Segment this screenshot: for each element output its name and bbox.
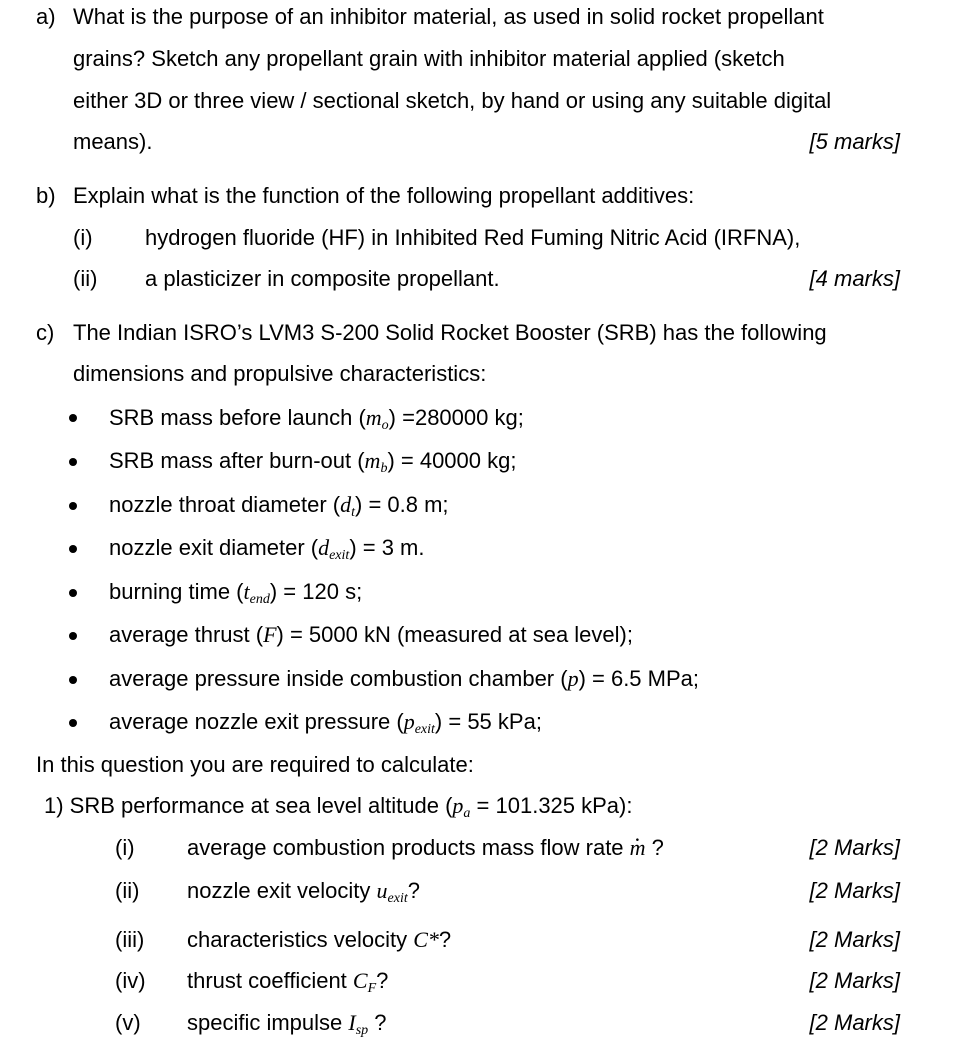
bullet-dot <box>69 719 77 727</box>
math-subscript: exit <box>414 722 435 737</box>
question-b-item-text: hydrogen fluoride (HF) in Inhibited Red Fuming Nitric Acid (IRFNA), <box>145 225 801 250</box>
subitem-text <box>187 1010 387 1044</box>
bullet-dot <box>69 414 77 422</box>
math-subscript: F <box>367 981 377 996</box>
subitem-text <box>187 878 420 912</box>
bullet-dot <box>69 458 77 466</box>
question-b-item-text: a plasticizer in composite propellant. <box>145 266 500 291</box>
math-subscript: o <box>381 418 389 433</box>
bullet-text: nozzle throat diameter ( <box>109 492 341 517</box>
question-b-item-number: (i) <box>73 225 93 250</box>
bullet-text: ) = 120 s; <box>269 579 363 604</box>
math-symbol: F <box>263 622 277 647</box>
bullet-text: average pressure inside combustion chamber ( <box>109 666 568 691</box>
math-symbol: C <box>352 968 368 993</box>
bullet-item <box>109 535 425 569</box>
subitem-text-post: ? <box>438 927 452 952</box>
bullet-item <box>109 492 449 526</box>
bullet-item <box>109 579 362 613</box>
bullet-text: ) = 40000 kg; <box>387 448 517 473</box>
math-subscript: b <box>380 461 388 476</box>
math-subscript: end <box>249 592 270 607</box>
question-a-line-3: either 3D or three view / sectional sketch, by hand or using any suitable digital <box>73 88 832 113</box>
bullet-item <box>109 709 542 743</box>
math-symbol: p <box>452 793 464 818</box>
part-1-text: = 101.325 kPa): <box>470 793 633 818</box>
bullet-text: average nozzle exit pressure ( <box>109 709 404 734</box>
part-1-heading <box>44 793 632 827</box>
question-b-item-number: (ii) <box>73 266 98 291</box>
question-b-label: b) <box>36 183 56 208</box>
subitem-text <box>187 927 451 961</box>
math-symbol: u <box>376 878 388 903</box>
subitem-text <box>187 835 664 869</box>
question-c-label: c) <box>36 320 55 345</box>
question-b-intro: Explain what is the function of the following propellant additives: <box>73 183 695 208</box>
subitem-text-pre: average combustion products mass flow rate <box>187 835 630 860</box>
math-symbol: t <box>243 579 250 604</box>
bullet-dot <box>69 502 77 510</box>
math-subscript: a <box>463 806 471 821</box>
subitem-text-pre: nozzle exit velocity <box>187 878 377 903</box>
bullet-text: ) = 5000 kN (measured at sea level); <box>276 622 633 647</box>
bullet-text: SRB mass after burn-out ( <box>109 448 365 473</box>
subitem-marks: [2 Marks] <box>809 968 900 993</box>
math-symbol: m <box>364 448 381 473</box>
subitem-text-post: ? <box>645 835 664 860</box>
subitem-text-post: ? <box>376 968 389 993</box>
bullet-text: burning time ( <box>109 579 244 604</box>
question-a-label: a) <box>36 4 56 29</box>
subitem-text <box>187 968 388 1002</box>
subitem-marks: [2 Marks] <box>809 878 900 903</box>
question-b-marks: [4 marks] <box>809 266 900 291</box>
bullet-dot <box>69 676 77 684</box>
math-symbol: d <box>318 535 330 560</box>
question-c-line-2: dimensions and propulsive characteristics: <box>73 361 487 386</box>
bullet-dot <box>69 545 77 553</box>
question-a-line-1: What is the purpose of an inhibitor material, as used in solid rocket propellant <box>73 4 824 29</box>
subitem-number: (i) <box>115 835 135 860</box>
subitem-number: (iv) <box>115 968 146 993</box>
bullet-text: ) = 6.5 MPa; <box>578 666 700 691</box>
math-subscript: sp <box>355 1023 369 1038</box>
bullet-text: average thrust ( <box>109 622 264 647</box>
bullet-text: SRB mass before launch ( <box>109 405 366 430</box>
math-symbol: C* <box>413 927 439 952</box>
bullet-text: ) = 0.8 m; <box>355 492 449 517</box>
subitem-text-post: ? <box>368 1010 387 1035</box>
bullet-item <box>109 622 633 656</box>
math-symbol: d <box>340 492 352 517</box>
bullet-text: ) = 55 kPa; <box>434 709 542 734</box>
subitem-number: (v) <box>115 1010 141 1035</box>
subitem-text-pre: specific impulse <box>187 1010 349 1035</box>
question-a-marks: [5 marks] <box>809 129 900 154</box>
bullet-text: nozzle exit diameter ( <box>109 535 319 560</box>
math-symbol: m <box>365 405 382 430</box>
math-symbol: I <box>348 1010 356 1035</box>
math-symbol: m . <box>630 835 646 861</box>
subitem-marks: [2 Marks] <box>809 835 900 860</box>
math-symbol: p <box>403 709 415 734</box>
subitem-text-pre: characteristics velocity <box>187 927 414 952</box>
math-subscript: exit <box>329 548 350 563</box>
subitem-marks: [2 Marks] <box>809 927 900 952</box>
bullet-text: ) =280000 kg; <box>388 405 524 430</box>
question-c-line-1: The Indian ISRO’s LVM3 S-200 Solid Rocket Booster (SRB) has the following <box>73 320 827 345</box>
required-intro: In this question you are required to calculate: <box>36 752 474 777</box>
part-1-text: 1) SRB performance at sea level altitude ( <box>44 793 453 818</box>
subitem-marks: [2 Marks] <box>809 1010 900 1035</box>
math-subscript: exit <box>387 891 408 906</box>
bullet-text: ) = 3 m. <box>349 535 425 560</box>
subitem-number: (ii) <box>115 878 140 903</box>
subitem-text-post: ? <box>407 878 420 903</box>
bullet-item <box>109 405 524 439</box>
math-subscript: t <box>351 505 355 520</box>
bullet-dot <box>69 632 77 640</box>
bullet-item <box>109 666 699 700</box>
bullet-item <box>109 448 516 482</box>
question-a-line-2: grains? Sketch any propellant grain with inhibitor material applied (sketch <box>73 46 785 71</box>
math-symbol: p <box>567 666 579 691</box>
bullet-dot <box>69 589 77 597</box>
subitem-number: (iii) <box>115 927 145 952</box>
question-a-line-4: means). <box>73 129 153 154</box>
subitem-text-pre: thrust coefficient <box>187 968 353 993</box>
